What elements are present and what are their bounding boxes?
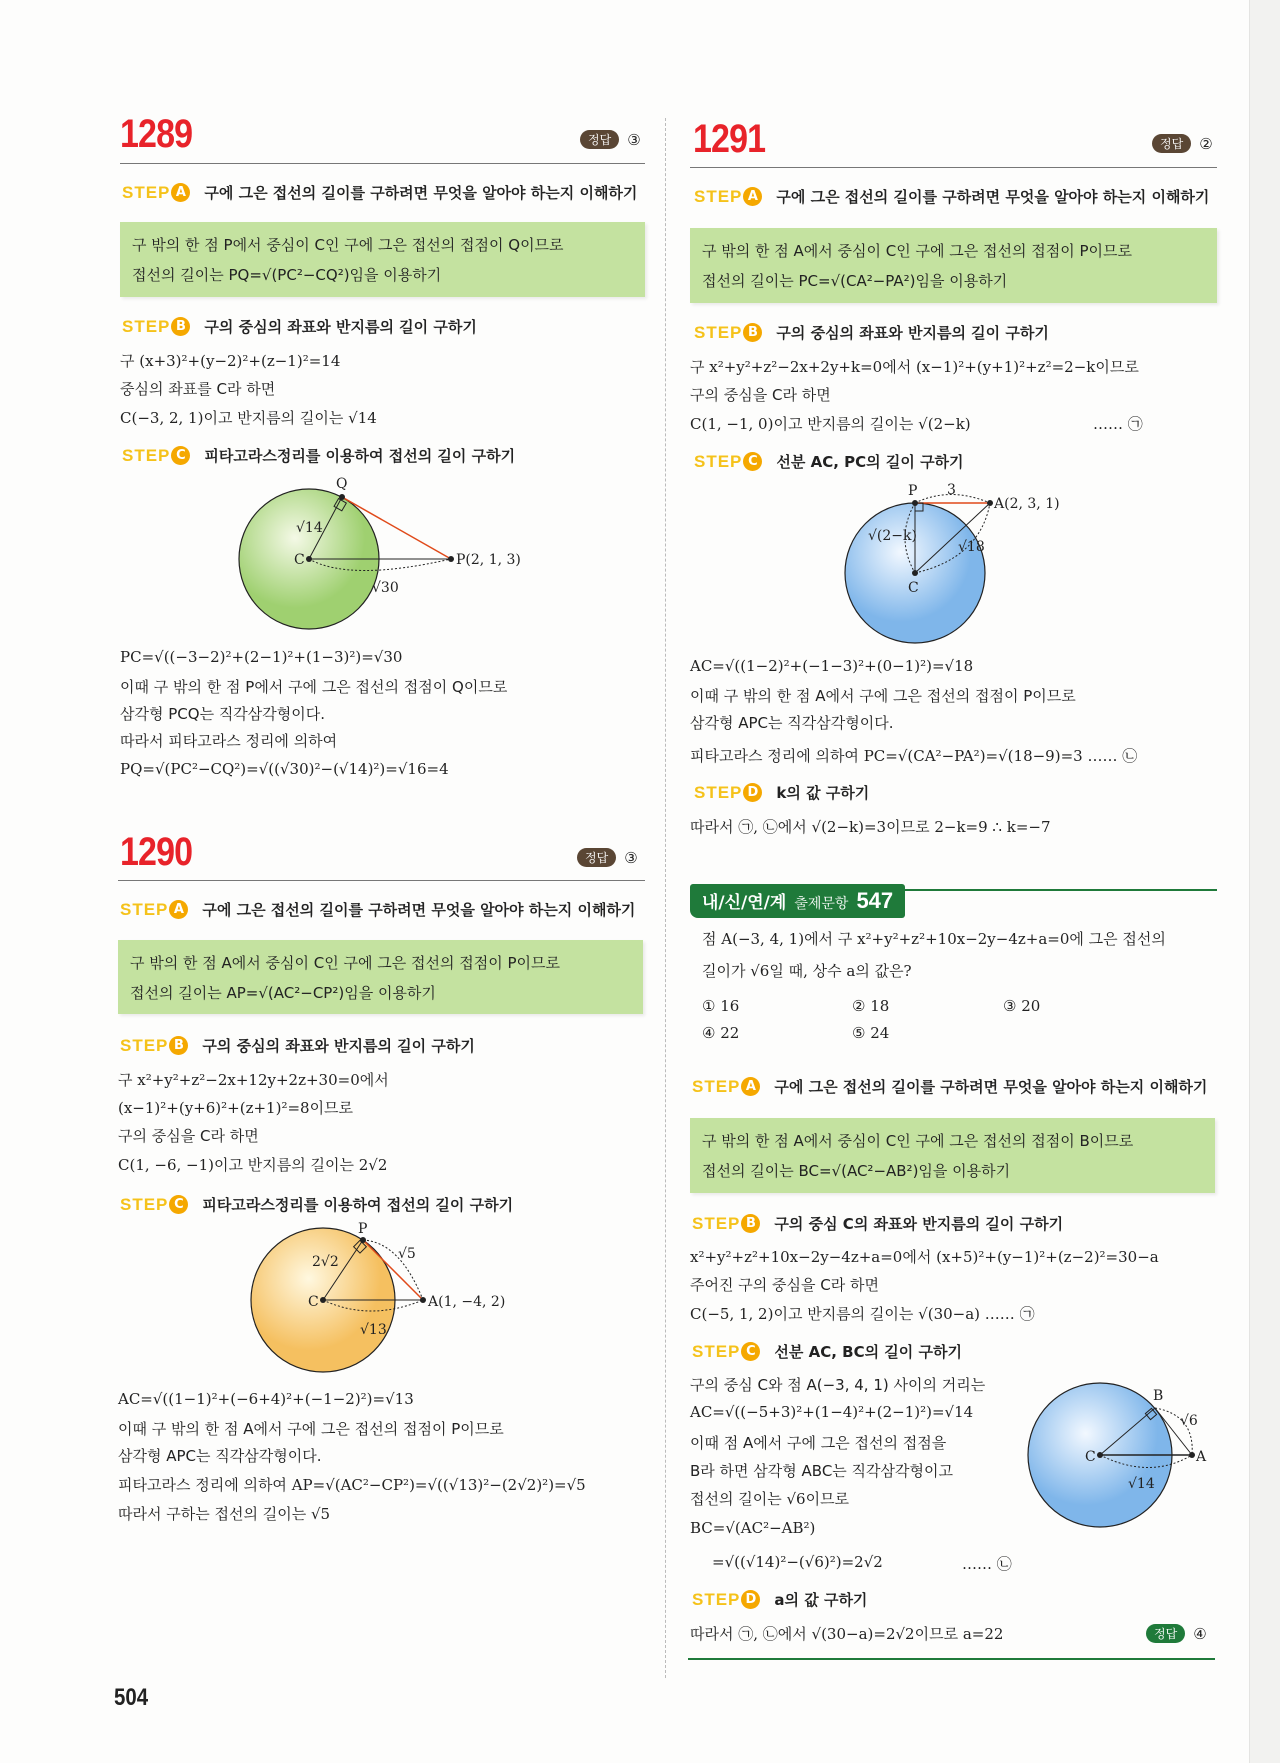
solution-line: 주어진 구의 중심을 C라 하면 — [690, 1276, 879, 1294]
label-radius: √14 — [296, 520, 323, 536]
tangent-point — [360, 1237, 366, 1243]
step-title: 구의 중심의 좌표와 반지름의 길이 구하기 — [204, 318, 477, 336]
step-title: 구의 중심의 좌표와 반지름의 길이 구하기 — [776, 324, 1049, 342]
answer-value: ④ — [1193, 1624, 1207, 1643]
step-label: STEP — [692, 1589, 741, 1609]
step-a-heading — [692, 1076, 1207, 1097]
solution-line: PC=√((−3−2)²+(2−1)²+(1−3)²)=√30 — [120, 648, 403, 666]
solution-line: C(−5, 1, 2)이고 반지름의 길이는 √(30−a) …… ㉠ — [690, 1305, 1035, 1323]
label-c: C — [308, 1294, 319, 1310]
center-point — [320, 1297, 326, 1303]
answer-badge: 정답 — [1146, 1624, 1185, 1643]
page-number: 504 — [114, 1684, 149, 1711]
step-c-heading — [122, 445, 515, 466]
solution-line: 이때 구 밖의 한 점 P에서 구에 그은 접선의 접점이 Q이므로 — [120, 678, 508, 696]
center-point — [306, 556, 312, 562]
step-label: STEP — [694, 782, 743, 802]
answer-badge: 정답 — [577, 848, 616, 867]
label-a: A(2, 3, 1) — [994, 496, 1060, 512]
step-title: 피타고라스정리를 이용하여 접선의 길이 구하기 — [202, 1196, 514, 1214]
step-letter: B — [743, 323, 762, 342]
step-title: 구의 중심 C의 좌표와 반지름의 길이 구하기 — [774, 1215, 1064, 1233]
solution-line: 구의 중심 C와 점 A(−3, 4, 1) 사이의 거리는 — [690, 1376, 986, 1394]
hint-line: 구 밖의 한 점 P에서 중심이 C인 구에 그은 접선의 접점이 Q이므로 — [132, 236, 564, 254]
tangent-point — [912, 500, 918, 506]
step-label: STEP — [120, 899, 169, 919]
section-end-rule — [688, 1658, 1215, 1660]
step-d-heading — [694, 782, 869, 803]
step-label: STEP — [694, 322, 743, 342]
hint-line: 구 밖의 한 점 A에서 중심이 C인 구에 그은 접선의 접점이 P이므로 — [130, 954, 560, 972]
divider — [120, 163, 645, 164]
solution-line: 따라서 ㉠, ㉡에서 √(30−a)=2√2이므로 a=22 — [690, 1625, 1004, 1643]
label-q: Q — [336, 476, 348, 492]
solution-line: BC=√(AC²−AB²) — [690, 1519, 816, 1537]
solution-line: AC=√((1−1)²+(−6+4)²+(−1−2)²)=√13 — [118, 1390, 414, 1408]
answer-tag — [1152, 134, 1213, 153]
problem-number: 1291 — [693, 117, 766, 161]
answer-value: ③ — [624, 848, 638, 867]
label-tangent: 3 — [947, 482, 956, 498]
outer-point — [987, 500, 993, 506]
solution-line: 구 x²+y²+z²−2x+2y+k=0에서 (x−1)²+(y+1)²+z²=2−k이므로 — [690, 358, 1139, 376]
label-p: P — [358, 1221, 368, 1237]
page-edge — [1249, 0, 1280, 1763]
step-title: 선분 AC, BC의 길이 구하기 — [774, 1343, 962, 1361]
label-c: C — [294, 552, 305, 568]
label-tangent: √5 — [398, 1246, 416, 1262]
solution-line: PQ=√(PC²−CQ²)=√((√30)²−(√14)²)=√16=4 — [120, 760, 449, 778]
step-label: STEP — [694, 451, 743, 471]
label-tangent: √6 — [1180, 1413, 1198, 1429]
section-rule — [900, 889, 1217, 891]
answer-badge: 정답 — [580, 130, 619, 149]
header-tag: 내/신/연/계 — [702, 893, 787, 913]
step-label: STEP — [692, 1213, 741, 1233]
step-c-heading — [694, 451, 964, 472]
problem-number: 1290 — [120, 830, 193, 874]
solution-line: 이때 구 밖의 한 점 A에서 구에 그은 접선의 접점이 P이므로 — [118, 1420, 504, 1438]
solution-line: C(1, −1, 0)이고 반지름의 길이는 √(2−k) — [690, 415, 971, 433]
label-b: B — [1153, 1388, 1164, 1404]
label-distance: √13 — [360, 1322, 387, 1338]
step-letter: C — [169, 1195, 188, 1214]
step-b-heading — [694, 322, 1049, 343]
choice: ① 16 — [702, 997, 740, 1015]
step-letter: B — [169, 1036, 188, 1055]
label-p: P(2, 1, 3) — [456, 552, 521, 568]
sphere-diagram-547 — [1010, 1370, 1240, 1540]
outer-point — [420, 1297, 426, 1303]
step-letter: B — [171, 317, 190, 336]
step-b-heading — [120, 1035, 475, 1056]
center-point — [912, 570, 918, 576]
step-letter: A — [743, 187, 762, 206]
answer-tag — [577, 848, 638, 867]
column-divider — [665, 118, 666, 1678]
step-a-heading — [122, 182, 637, 203]
label-distance: √30 — [372, 580, 399, 596]
step-a-heading — [120, 899, 635, 920]
label-a: A(1, −4, 2) — [428, 1294, 506, 1310]
step-title: 구의 중심의 좌표와 반지름의 길이 구하기 — [202, 1037, 475, 1055]
answer-value: ③ — [627, 130, 641, 149]
label-distance: √18 — [958, 539, 985, 555]
label-p: P — [908, 483, 918, 499]
step-a-heading — [694, 186, 1209, 207]
center-point — [1097, 1452, 1103, 1458]
equation-mark: …… ㉠ — [1093, 415, 1143, 433]
step-label: STEP — [120, 1194, 169, 1214]
step-c-heading — [120, 1194, 513, 1215]
solution-line: 따라서 구하는 접선의 길이는 √5 — [118, 1505, 331, 1523]
step-c-heading — [692, 1341, 962, 1362]
step-b-heading — [122, 316, 477, 337]
hint-box — [690, 1118, 1215, 1193]
solution-line: B라 하면 삼각형 ABC는 직각삼각형이고 — [690, 1462, 953, 1480]
step-label: STEP — [122, 316, 171, 336]
solution-line: 접선의 길이는 √6이므로 — [690, 1490, 850, 1508]
solution-line: (x−1)²+(y+6)²+(z+1)²=8이므로 — [118, 1099, 354, 1117]
step-label: STEP — [694, 186, 743, 206]
answer-value: ② — [1199, 134, 1213, 153]
sphere-diagram-1289 — [200, 470, 560, 640]
step-title: 구에 그은 접선의 길이를 구하려면 무엇을 알아야 하는지 이해하기 — [202, 901, 636, 919]
step-title: 선분 AC, PC의 길이 구하기 — [776, 453, 964, 471]
solution-line: x²+y²+z²+10x−2y−4z+a=0에서 (x+5)²+(y−1)²+(z−2)²=30−a — [690, 1248, 1159, 1266]
outer-point — [448, 556, 454, 562]
solution-line: 따라서 피타고라스 정리에 의하여 — [120, 732, 338, 750]
step-letter: C — [171, 446, 190, 465]
choice: ④ 22 — [702, 1024, 740, 1042]
solution-line: =√((√14)²−(√6)²)=2√2 — [712, 1553, 883, 1571]
step-label: STEP — [692, 1341, 741, 1361]
hint-line: 구 밖의 한 점 A에서 중심이 C인 구에 그은 접선의 접점이 P이므로 — [702, 242, 1132, 260]
choice: ② 18 — [852, 997, 890, 1015]
label-c: C — [908, 580, 919, 596]
related-problem-header — [690, 884, 905, 918]
step-letter: B — [741, 1214, 760, 1233]
step-letter: A — [741, 1077, 760, 1096]
problem-number: 1289 — [120, 112, 193, 156]
step-letter: C — [741, 1342, 760, 1361]
answer-tag — [580, 130, 641, 149]
solution-line: 이때 점 A에서 구에 그은 접선의 접점을 — [690, 1434, 947, 1452]
hint-line: 접선의 길이는 AP=√(AC²−CP²)임을 이용하기 — [130, 984, 436, 1002]
hint-line: 구 밖의 한 점 A에서 중심이 C인 구에 그은 접선의 접점이 B이므로 — [702, 1132, 1134, 1150]
solution-line: C(1, −6, −1)이고 반지름의 길이는 2√2 — [118, 1156, 388, 1174]
outer-point — [1189, 1452, 1195, 1458]
label-radius: √(2−k) — [868, 528, 917, 544]
solution-line: 피타고라스 정리에 의하여 AP=√(AC²−CP²)=√((√13)²−(2√2)²)=√5 — [118, 1476, 586, 1494]
step-title: a의 값 구하기 — [774, 1591, 868, 1609]
hint-box — [120, 222, 645, 297]
solution-line: 중심의 좌표를 C라 하면 — [120, 380, 276, 398]
hint-line: 접선의 길이는 PC=√(CA²−PA²)임을 이용하기 — [702, 272, 1008, 290]
step-letter: A — [171, 183, 190, 202]
step-label: STEP — [692, 1076, 741, 1096]
label-c: C — [1085, 1449, 1096, 1465]
question-line: 길이가 √6일 때, 상수 a의 값은? — [702, 962, 912, 980]
question-line: 점 A(−3, 4, 1)에서 구 x²+y²+z²+10x−2y−4z+a=0에 그은 접선의 — [702, 930, 1166, 948]
solution-line: 삼각형 APC는 직각삼각형이다. — [118, 1447, 322, 1465]
solution-line: AC=√((1−2)²+(−1−3)²+(0−1)²)=√18 — [690, 657, 974, 675]
step-title: 구에 그은 접선의 길이를 구하려면 무엇을 알아야 하는지 이해하기 — [204, 184, 638, 202]
header-label: 출제문항 — [794, 896, 849, 912]
solution-line: 따라서 ㉠, ㉡에서 √(2−k)=3이므로 2−k=9 ∴ k=−7 — [690, 818, 1051, 836]
hint-line: 접선의 길이는 BC=√(AC²−AB²)임을 이용하기 — [702, 1162, 1011, 1180]
answer-tag — [1146, 1624, 1207, 1643]
step-letter: D — [743, 783, 762, 802]
step-d-heading — [692, 1589, 867, 1610]
step-label: STEP — [122, 182, 171, 202]
label-radius: 2√2 — [312, 1254, 339, 1270]
step-title: 구에 그은 접선의 길이를 구하려면 무엇을 알아야 하는지 이해하기 — [776, 188, 1210, 206]
solution-line: 구의 중심을 C라 하면 — [118, 1127, 259, 1145]
solution-line: 이때 구 밖의 한 점 A에서 구에 그은 접선의 접점이 P이므로 — [690, 687, 1076, 705]
step-title: 피타고라스정리를 이용하여 접선의 길이 구하기 — [204, 447, 516, 465]
step-label: STEP — [122, 445, 171, 465]
label-distance: √14 — [1128, 1476, 1155, 1492]
hint-line: 접선의 길이는 PQ=√(PC²−CQ²)임을 이용하기 — [132, 266, 442, 284]
step-letter: A — [169, 900, 188, 919]
header-number: 547 — [856, 888, 894, 913]
answer-badge: 정답 — [1152, 134, 1191, 153]
sphere-diagram-1291 — [820, 478, 1110, 650]
hint-box — [118, 940, 643, 1014]
divider — [118, 880, 645, 881]
choice: ③ 20 — [1003, 997, 1041, 1015]
equation-mark: …… ㉡ — [962, 1555, 1012, 1573]
solution-line: C(−3, 2, 1)이고 반지름의 길이는 √14 — [120, 409, 377, 427]
choice: ⑤ 24 — [852, 1024, 890, 1042]
divider — [690, 167, 1217, 168]
label-a: A — [1196, 1449, 1207, 1465]
solution-line: 구의 중심을 C라 하면 — [690, 386, 831, 404]
solution-line: 삼각형 PCQ는 직각삼각형이다. — [120, 705, 326, 723]
step-letter: C — [743, 452, 762, 471]
step-b-heading — [692, 1213, 1063, 1234]
sphere-diagram-1290 — [230, 1220, 550, 1380]
solution-line: 구 (x+3)²+(y−2)²+(z−1)²=14 — [120, 352, 341, 370]
step-title: 구에 그은 접선의 길이를 구하려면 무엇을 알아야 하는지 이해하기 — [774, 1078, 1208, 1096]
step-title: k의 값 구하기 — [776, 784, 870, 802]
solution-line: 삼각형 APC는 직각삼각형이다. — [690, 714, 894, 732]
step-label: STEP — [120, 1035, 169, 1055]
solution-line: 피타고라스 정리에 의하여 PC=√(CA²−PA²)=√(18−9)=3 …… ㉡ — [690, 747, 1138, 765]
solution-line: 구 x²+y²+z²−2x+12y+2z+30=0에서 — [118, 1071, 389, 1089]
tangent-point — [339, 494, 345, 500]
step-letter: D — [741, 1590, 760, 1609]
solution-line: AC=√((−5+3)²+(1−4)²+(2−1)²)=√14 — [690, 1403, 974, 1421]
hint-box — [690, 228, 1217, 303]
